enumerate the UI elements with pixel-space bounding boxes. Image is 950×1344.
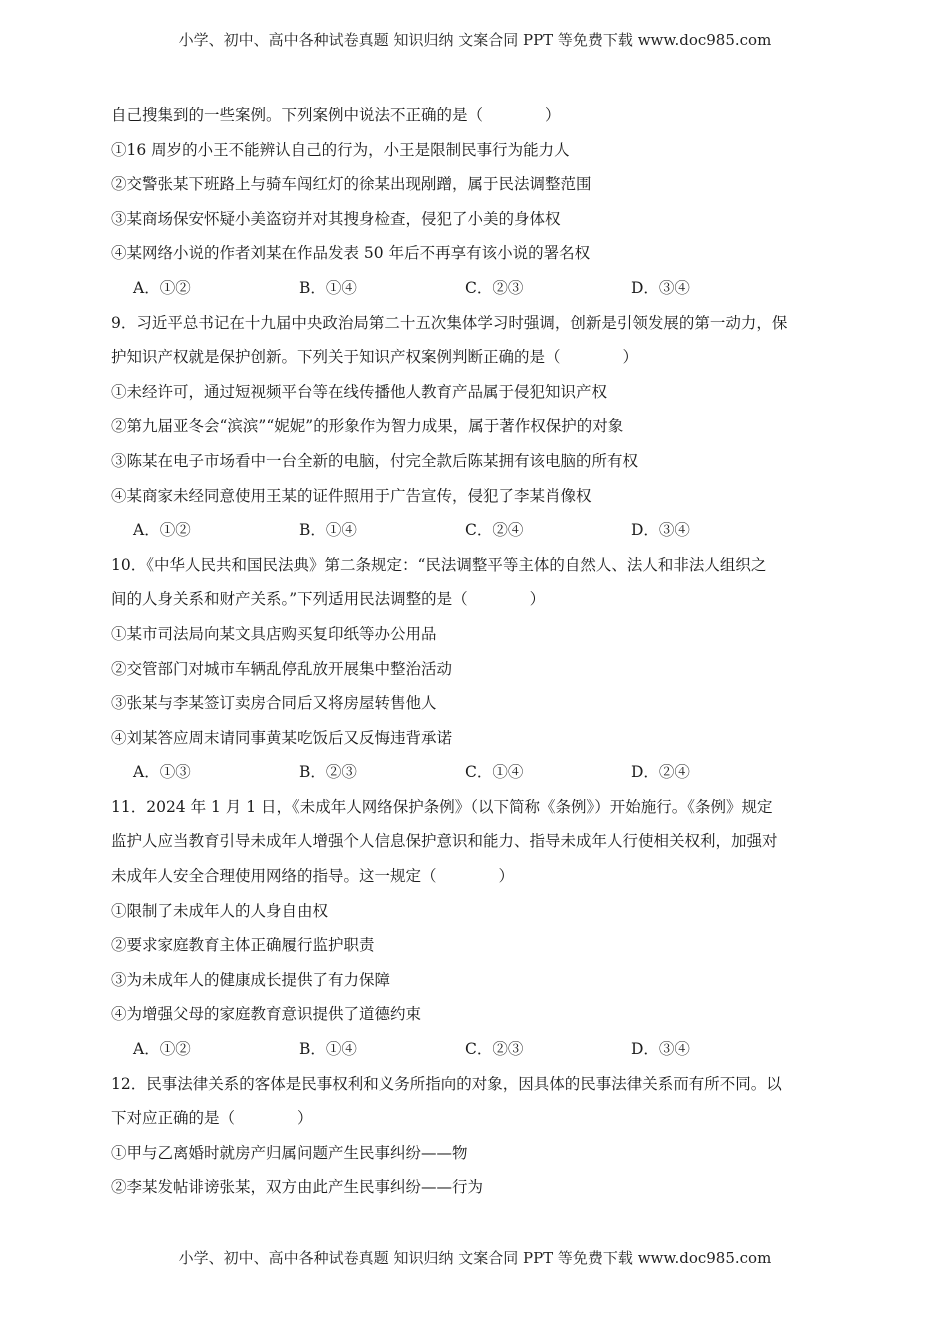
q12-statement-1: ①甲与乙离婚时就房产归属问题产生民事纠纷——物 [111,1143,468,1162]
q9-option-d: D．③④ [631,521,690,540]
q8-statement-4: ④某网络小说的作者刘某在作品发表 50 年后不再享有该小说的署名权 [111,244,591,263]
header-banner: 小学、初中、高中各种试卷真题 知识归纳 文案合同 PPT 等免费下载 www.doc985.com [178,31,772,49]
q8-option-d: D．③④ [631,278,690,297]
q9-statement-2: ②第九届亚冬会“滨滨”“妮妮”的形象作为智力成果，属于著作权保护的对象 [111,417,624,436]
q10-options [111,761,841,796]
q10-stem-line-1: 10．《中华人民共和国民法典》第二条规定：“民法调整平等主体的自然人、法人和非法人组织之 [111,555,767,574]
document-body [111,104,841,1211]
q9-statement-4: ④某商家未经同意使用王某的证件照用于广告宣传，侵犯了李某肖像权 [111,486,592,505]
q11-option-a: A．①② [133,1040,191,1059]
q9-stem-line-1: 9．习近平总书记在十九届中央政治局第二十五次集体学习时强调，创新是引领发展的第一动力，保 [111,313,788,332]
q11-statement-3: ③为未成年人的健康成长提供了有力保障 [111,970,391,989]
q11-stem-line-2: 监护人应当教育引导未成年人增强个人信息保护意识和能力、指导未成年人行使相关权利，加强对 [111,832,778,851]
q10-statement-4: ④刘某答应周末请同事黄某吃饭后又反悔违背承诺 [111,728,453,747]
q10-option-a: A．①③ [133,763,191,782]
q9-option-b: B．①④ [299,521,357,540]
q8-options [111,277,841,312]
q10-option-c: C．①④ [465,763,524,782]
q8-option-c: C．②③ [465,278,524,297]
q10-option-b: B．②③ [299,763,357,782]
q9-option-c: C．②④ [465,521,524,540]
q11-stem-line-1: 11．2024 年 1 月 1 日，《未成年人网络保护条例》（以下简称《条例》）开始施行。《条例》规定 [111,797,773,816]
q9-options [111,519,841,554]
q9-statement-1: ①未经许可，通过短视频平台等在线传播他人教育产品属于侵犯知识产权 [111,382,608,401]
q11-option-c: C．②③ [465,1040,524,1059]
q8-option-a: A．①② [133,278,191,297]
footer-banner: 小学、初中、高中各种试卷真题 知识归纳 文案合同 PPT 等免费下载 www.doc985.com [178,1249,772,1267]
q10-statement-3: ③张某与李某签订卖房合同后又将房屋转售他人 [111,694,437,713]
q12-stem-line-2: 下对应正确的是（ ） [111,1109,313,1128]
q10-stem-line-2: 间的人身关系和财产关系。”下列适用民法调整的是（ ） [111,590,546,609]
q11-option-d: D．③④ [631,1040,690,1059]
q11-options [111,1038,841,1073]
q11-statement-4: ④为增强父母的家庭教育意识提供了道德约束 [111,1005,422,1024]
q9-stem-line-2: 护知识产权就是保护创新。下列关于知识产权案例判断正确的是（ ） [111,348,639,367]
q8-stem-line: 自己搜集到的一些案例。下列案例中说法不正确的是（ ） [111,106,561,124]
q12-statement-2: ②李某发帖诽谤张某，双方由此产生民事纠纷——行为 [111,1178,484,1197]
q10-statement-2: ②交管部门对城市车辆乱停乱放开展集中整治活动 [111,659,453,678]
q8-statement-3: ③某商场保安怀疑小美盗窃并对其搜身检查，侵犯了小美的身体权 [111,209,561,228]
q8-option-b: B．①④ [299,278,357,297]
q10-statement-1: ①某市司法局向某文具店购买复印纸等办公用品 [111,624,437,643]
q12-stem-line-1: 12．民事法律关系的客体是民事权利和义务所指向的对象，因具体的民事法律关系而有所不同。以 [111,1074,782,1093]
q9-option-a: A．①② [133,521,191,540]
q11-statement-1: ①限制了未成年人的人身自由权 [111,901,329,920]
q10-option-d: D．②④ [631,763,690,782]
q11-stem-line-3: 未成年人安全合理使用网络的指导。这一规定（ ） [111,867,515,886]
q8-statement-2: ②交警张某下班路上与骑车闯红灯的徐某出现剐蹭，属于民法调整范围 [111,175,592,194]
q9-statement-3: ③陈某在电子市场看中一台全新的电脑，付完全款后陈某拥有该电脑的所有权 [111,451,639,470]
q11-statement-2: ②要求家庭教育主体正确履行监护职责 [111,936,375,955]
q8-statement-1: ①16 周岁的小王不能辨认自己的行为，小王是限制民事行为能力人 [111,140,570,159]
q11-option-b: B．①④ [299,1040,357,1059]
